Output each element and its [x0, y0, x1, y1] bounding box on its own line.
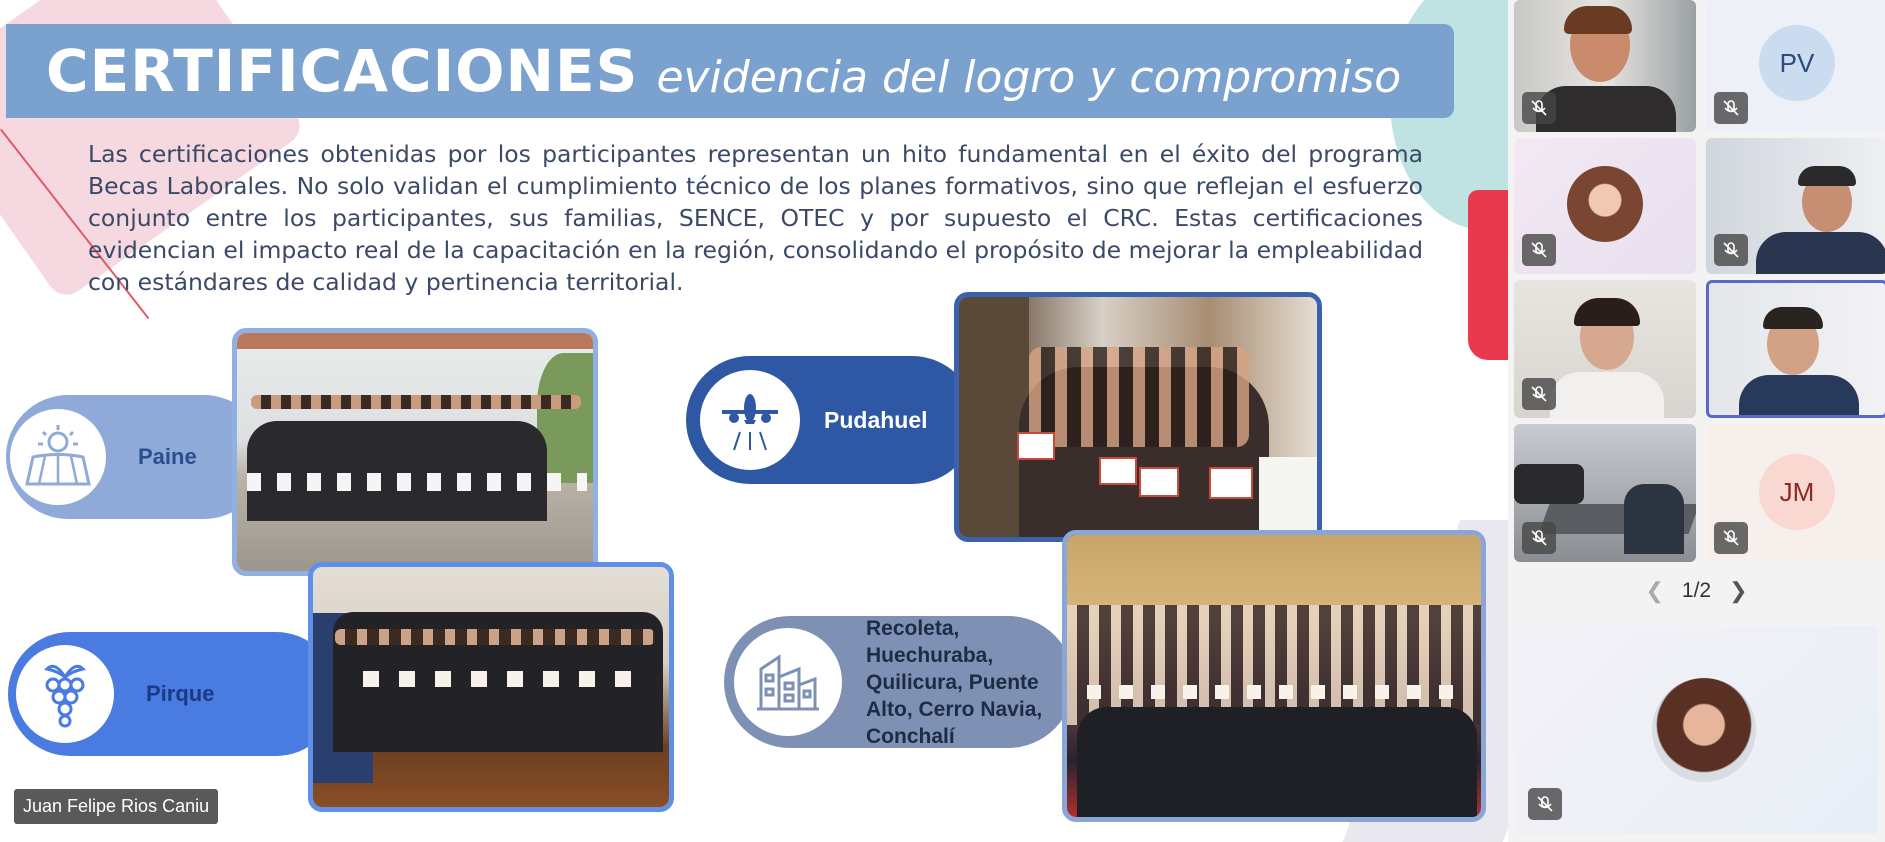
location-label-pirque: Pirque — [146, 681, 215, 706]
participant-tile[interactable] — [1514, 280, 1696, 418]
photo-paine-group — [232, 328, 598, 576]
mic-muted-icon — [1522, 234, 1556, 266]
mic-muted-icon — [1522, 522, 1556, 554]
participant-tile[interactable] — [1514, 424, 1696, 562]
mic-muted-icon — [1714, 522, 1748, 554]
slide-title-bar — [6, 24, 1454, 118]
avatar: JM — [1759, 454, 1835, 530]
avatar: PV — [1759, 25, 1835, 101]
buildings-icon — [734, 628, 842, 736]
location-pill-pirque — [8, 632, 338, 756]
photo-recoleta-group — [1062, 530, 1486, 822]
avatar — [1652, 678, 1756, 782]
location-pill-pudahuel — [686, 356, 976, 484]
participant-tile[interactable] — [1514, 0, 1696, 132]
self-view-tile[interactable] — [1514, 626, 1878, 834]
avatar — [1567, 166, 1643, 242]
presenter-name-tag: Juan Felipe Rios Caniu — [14, 789, 218, 824]
location-label-paine: Paine — [138, 444, 197, 469]
chevron-right-icon[interactable]: ❯ — [1729, 578, 1748, 603]
location-pill-recoleta — [724, 616, 1074, 748]
gallery-pager — [1508, 578, 1885, 604]
chevron-left-icon[interactable]: ❮ — [1645, 578, 1664, 603]
grapes-icon — [16, 645, 114, 743]
decor-red-shape — [1468, 190, 1508, 360]
page-indicator: 1/2 — [1681, 579, 1712, 602]
slide-body-text: Las certificaciones obtenidas por los participantes representan un hito fundamental en el éxito del programa Becas Laborales. No solo validan el cumplimiento técnico de los planes formativos, sino que reflejan el esfuerzo conjunto entre los participantes, sus familias, SENCE, OTEC y por supuesto el CRC. Estas certificaciones evidencian el impacto real de la capacitación en la región, consolidando el propósito de mejorar la empleabilidad con estándares de calidad y pertinencia territorial. — [88, 140, 1423, 296]
photo-pudahuel-group — [954, 292, 1322, 542]
photo-pirque-group — [308, 562, 674, 812]
participant-tile[interactable] — [1514, 138, 1696, 274]
location-pill-paine — [6, 395, 266, 519]
mic-muted-icon — [1714, 234, 1748, 266]
mic-muted-icon — [1528, 788, 1562, 820]
location-label-pudahuel: Pudahuel — [824, 406, 928, 433]
airplane-icon — [700, 370, 800, 470]
participant-gallery — [1508, 0, 1885, 842]
participant-tile[interactable] — [1706, 138, 1885, 274]
participant-tile-active-speaker[interactable] — [1706, 280, 1885, 418]
mic-muted-icon — [1522, 378, 1556, 410]
participant-tile[interactable] — [1706, 424, 1885, 562]
mic-muted-icon — [1714, 92, 1748, 124]
participant-tile[interactable] — [1706, 0, 1885, 132]
mic-muted-icon — [1522, 92, 1556, 124]
location-label-recoleta: Recoleta, Huechuraba, Quilicura, Puente Alto, Cerro Navia, Conchalí — [866, 616, 1043, 748]
slide-subtitle: evidencia del logro y compromiso — [656, 51, 1402, 103]
sun-field-icon — [10, 409, 106, 505]
slide-title: CERTIFICACIONES — [46, 37, 639, 105]
